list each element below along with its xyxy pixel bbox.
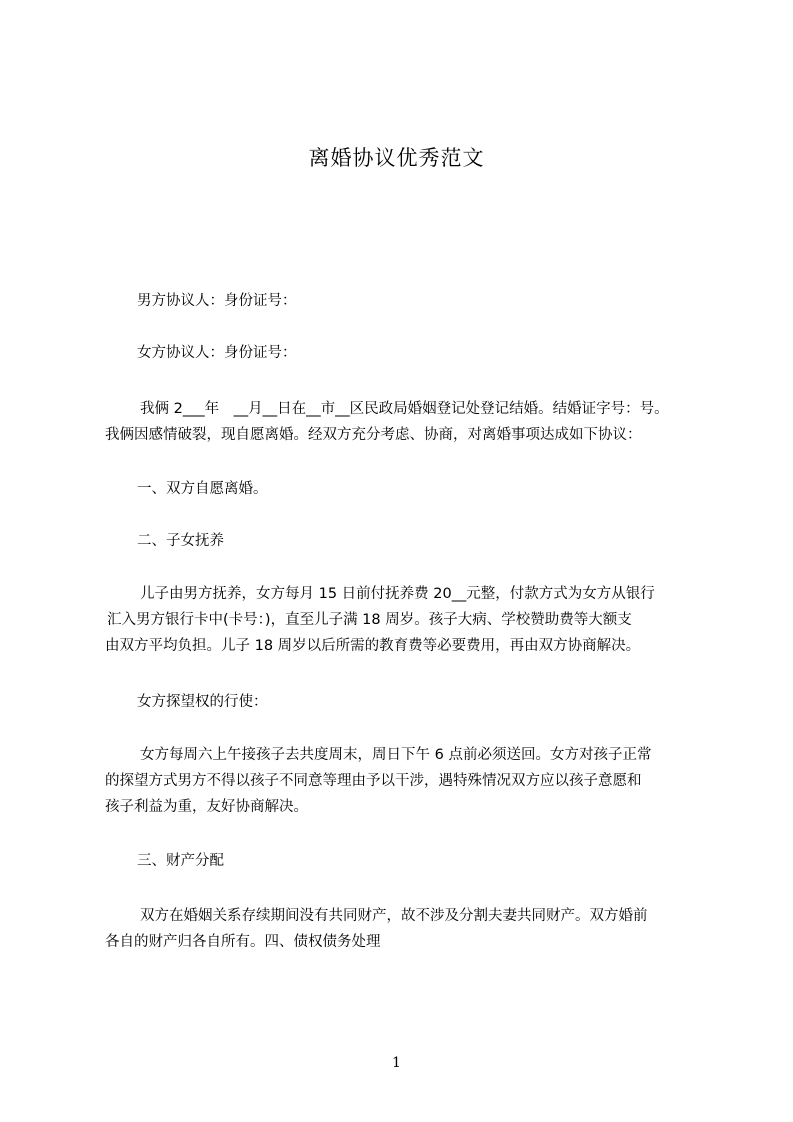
- visitation-paragraph-line-3: 孩子利益为重，友好协商解决。: [105, 799, 308, 815]
- marriage-paragraph-line-1: 我俩 2___年 __月__日在__市__区民政局婚姻登记处登记结婚。结婚证字号：号。: [140, 401, 669, 417]
- property-paragraph-line-1: 双方在婚姻关系存续期间没有共同财产，故不涉及分割夫妻共同财产。双方婚前: [140, 908, 648, 924]
- male-party-line: 男方协议人：身份证号：: [137, 293, 297, 309]
- child-paragraph-line-3: 由双方平均负担。儿子 18 周岁以后所需的教育费等必要费用，再由双方协商解决。: [105, 638, 641, 654]
- page-number: 1: [392, 1055, 401, 1071]
- visitation-heading: 女方探望权的行使：: [137, 694, 268, 710]
- property-paragraph-line-2: 各自的财产归各自所有。四、债权债务处理: [105, 934, 381, 950]
- section-heading-2: 二、子女抚养: [137, 533, 224, 549]
- visitation-paragraph-line-1: 女方每周六上午接孩子去共度周末，周日下午 6 点前必须送回。女方对孩子正常: [140, 747, 652, 763]
- section-heading-3: 三、财产分配: [137, 853, 224, 869]
- document-title: 离婚协议优秀范文: [308, 146, 485, 170]
- marriage-paragraph-line-2: 我俩因感情破裂，现自愿离婚。经双方充分考虑、协商，对离婚事项达成如下协议：: [105, 427, 642, 443]
- child-paragraph-line-2: 汇入男方银行卡中(卡号：)，直至儿子满 18 周岁。孩子大病、学校赞助费等大额支: [107, 612, 632, 628]
- visitation-paragraph-line-2: 的探望方式男方不得以孩子不同意等理由予以干涉，遇特殊情况双方应以孩子意愿和: [105, 773, 642, 789]
- female-party-line: 女方协议人：身份证号：: [137, 345, 297, 361]
- section-heading-1: 一、双方自愿离婚。: [137, 481, 268, 497]
- child-paragraph-line-1: 儿子由男方抚养，女方每月 15 日前付抚养费 20__元整，付款方式为女方从银行: [140, 586, 655, 602]
